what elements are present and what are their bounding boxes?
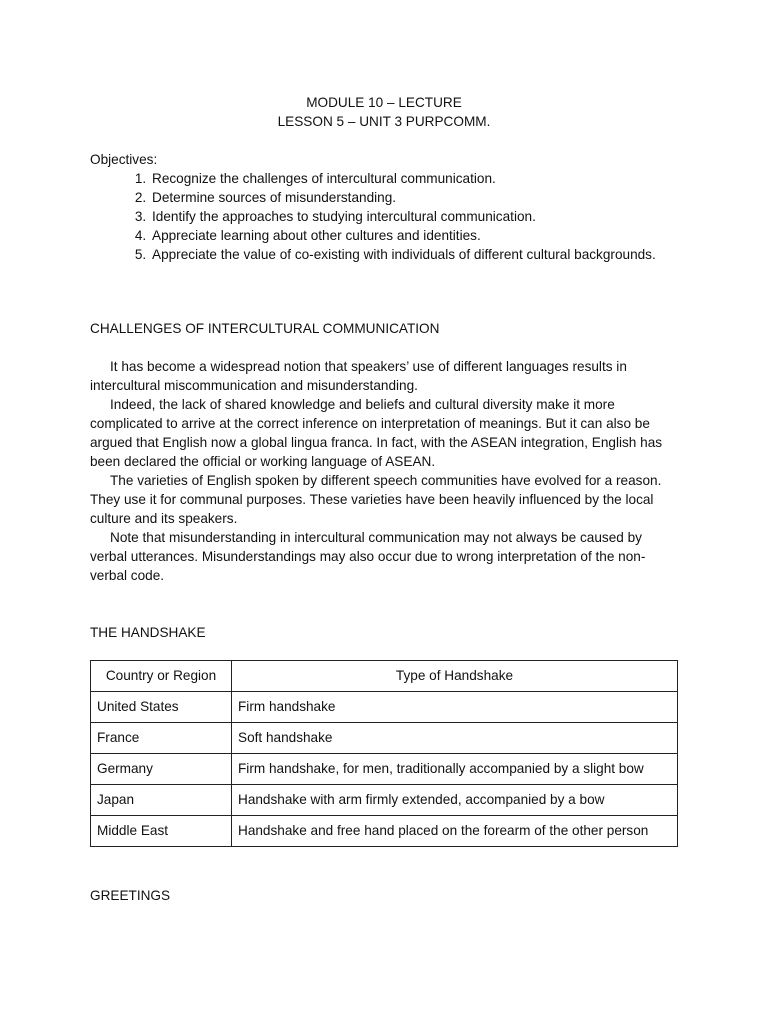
objectives-label: Objectives: — [90, 152, 158, 167]
document-title-block — [0, 93, 768, 131]
objective-item: 5. Appreciate the value of co-existing with individuals of different cultural backgrounds. — [150, 245, 690, 264]
table-cell-country: United States — [91, 692, 232, 723]
table-row — [91, 692, 678, 723]
objective-item: 3. Identify the approaches to studying intercultural communication. — [150, 207, 690, 226]
table-cell-country: France — [91, 723, 232, 754]
objective-item: 1. Recognize the challenges of intercultural communication. — [150, 169, 690, 188]
table-cell-country: Japan — [91, 785, 232, 816]
objectives-list — [90, 169, 690, 264]
table-cell-handshake: Soft handshake — [232, 723, 678, 754]
table-row — [91, 723, 678, 754]
table-row — [91, 785, 678, 816]
body-paragraph: The varieties of English spoken by different speech communities have evolved for a reason. They use it for communal purposes. These varieties have been heavily influenced by the local culture and its speakers. — [90, 473, 662, 526]
column-header-country: Country or Region — [91, 661, 232, 692]
table-cell-handshake: Handshake with arm firmly extended, accompanied by a bow — [232, 785, 678, 816]
body-paragraph: It has become a widespread notion that speakers’ use of different languages results in intercultural miscommunication and misunderstanding. — [90, 359, 627, 393]
body-paragraph: Indeed, the lack of shared knowledge and beliefs and cultural diversity make it more complicated to arrive at the correct inference on interpretation of meanings. But it can also be argued that English now a global lingua franca. In fact, with the ASEAN integration, English has been declared the official or working language of ASEAN. — [90, 397, 663, 469]
lesson-title: LESSON 5 – UNIT 3 PURPCOMM. — [277, 114, 491, 129]
body-paragraph: Note that misunderstanding in intercultural communication may not always be caused by verbal utterances. Misunderstandings may also occur due to wrong interpretation of the non-verbal code. — [90, 530, 646, 583]
section-heading-greetings: GREETINGS — [90, 888, 171, 903]
table-header-row — [91, 661, 678, 692]
table-row — [91, 816, 678, 847]
table-cell-handshake: Firm handshake — [232, 692, 678, 723]
challenges-body — [90, 357, 678, 585]
column-header-handshake: Type of Handshake — [232, 661, 678, 692]
table-row — [91, 754, 678, 785]
table-cell-country: Middle East — [91, 816, 232, 847]
module-title: MODULE 10 – LECTURE — [306, 95, 462, 110]
table-cell-handshake: Handshake and free hand placed on the forearm of the other person — [232, 816, 678, 847]
objective-item: 4. Appreciate learning about other cultures and identities. — [150, 226, 690, 245]
section-heading-challenges: CHALLENGES OF INTERCULTURAL COMMUNICATION — [90, 321, 440, 336]
handshake-table — [90, 660, 678, 847]
section-heading-handshake: THE HANDSHAKE — [90, 625, 206, 640]
objective-item: 2. Determine sources of misunderstanding. — [150, 188, 690, 207]
table-cell-handshake: Firm handshake, for men, traditionally accompanied by a slight bow — [232, 754, 678, 785]
table-cell-country: Germany — [91, 754, 232, 785]
objectives-section — [90, 150, 690, 264]
